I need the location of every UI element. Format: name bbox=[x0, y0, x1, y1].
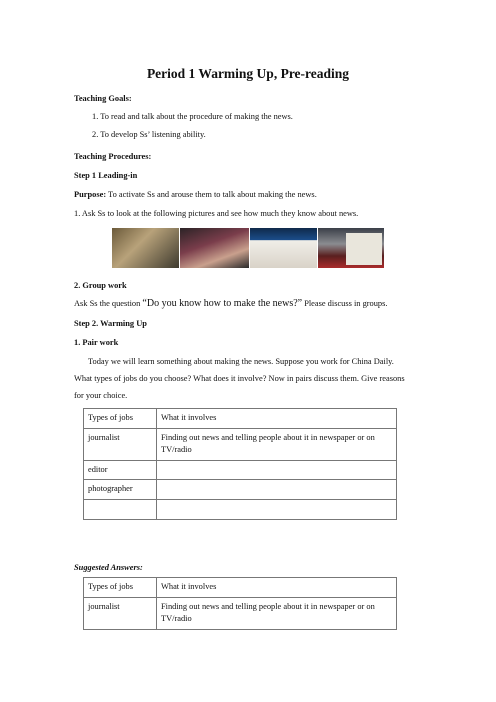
table-cell: photographer bbox=[84, 480, 157, 500]
table-row bbox=[84, 597, 397, 629]
table-header-row bbox=[84, 409, 397, 429]
table-row bbox=[84, 460, 397, 480]
table-header-cell: Types of jobs bbox=[84, 578, 157, 598]
goals-heading: Teaching Goals: bbox=[74, 94, 132, 103]
table-cell bbox=[157, 480, 397, 500]
table-cell bbox=[157, 460, 397, 480]
table-row bbox=[84, 480, 397, 500]
table-row bbox=[84, 428, 397, 460]
table-header-row bbox=[84, 578, 397, 598]
news-photos bbox=[112, 228, 384, 268]
news-photo-4 bbox=[318, 228, 384, 268]
purpose-label: Purpose: bbox=[74, 190, 107, 199]
purpose-text: To activate Ss and arouse them to talk about making the news. bbox=[106, 190, 317, 199]
group-work-text: Ask Ss the question “Do you know how to make the news?” Please discuss in groups. bbox=[74, 298, 388, 309]
procedures-heading: Teaching Procedures: bbox=[74, 152, 152, 161]
step2-heading: Step 2. Warming Up bbox=[74, 319, 147, 328]
news-photo-3 bbox=[250, 228, 318, 268]
pair-paragraph-line-3: for your choice. bbox=[74, 391, 128, 400]
table-header-cell: Types of jobs bbox=[84, 409, 157, 429]
table-header-cell: What it involves bbox=[157, 578, 397, 598]
table-cell: editor bbox=[84, 460, 157, 480]
jobs-table bbox=[83, 408, 397, 520]
table-cell: journalist bbox=[84, 597, 157, 629]
step1-item-1: 1. Ask Ss to look at the following pictures and see how much they know about news. bbox=[74, 209, 359, 218]
news-photo-1 bbox=[112, 228, 179, 268]
table-row bbox=[84, 499, 397, 519]
page-title: Period 1 Warming Up, Pre-reading bbox=[146, 66, 350, 81]
goal-item-1: 1. To read and talk about the procedure of making the news. bbox=[92, 112, 293, 121]
pair-paragraph-line-1: Today we will learn something about making the news. Suppose you work for China Daily. bbox=[88, 357, 394, 366]
news-photo-2 bbox=[180, 228, 249, 268]
table-cell bbox=[157, 499, 397, 519]
suggested-answers-table bbox=[83, 577, 397, 630]
table-cell: Finding out news and telling people about it in newspaper or on TV/radio bbox=[157, 428, 397, 460]
table-header-cell: What it involves bbox=[157, 409, 397, 429]
group-question: “Do you know how to make the news?” bbox=[142, 298, 303, 309]
pair-paragraph-line-2: What types of jobs do you choose? What does it involve? Now in pairs discuss them. Give reasons bbox=[74, 374, 405, 383]
table-cell bbox=[84, 499, 157, 519]
suggested-answers-heading: Suggested Answers: bbox=[74, 563, 143, 572]
purpose-line bbox=[74, 189, 317, 200]
goal-item-2: 2. To develop Ss’ listening ability. bbox=[92, 130, 206, 139]
pair-work-heading: 1. Pair work bbox=[74, 338, 119, 347]
table-cell: Finding out news and telling people about it in newspaper or on TV/radio bbox=[157, 597, 397, 629]
group-work-heading: 2. Group work bbox=[74, 281, 127, 290]
table-cell: journalist bbox=[84, 428, 157, 460]
step1-heading: Step 1 Leading-in bbox=[74, 171, 138, 180]
